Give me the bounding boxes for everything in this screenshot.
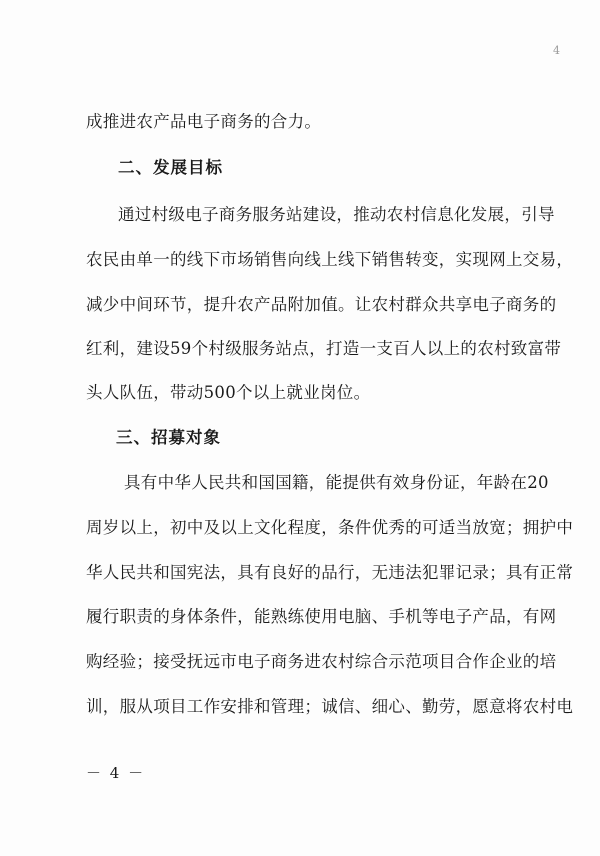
- body-line: 红利，建设59个村级服务站点，打造一支百人以上的农村致富带: [86, 339, 562, 358]
- corner-mark: 4: [553, 44, 560, 57]
- section-heading: 二、发展目标: [118, 158, 223, 177]
- body-line: 周岁以上，初中及以上文化程度，条件优秀的可适当放宽；拥护中: [86, 518, 574, 537]
- body-line: 购经验；接受抚远市电子商务进农村综合示范项目合作企业的培: [86, 652, 557, 671]
- body-line: 头人队伍，带动500个以上就业岗位。: [86, 383, 371, 402]
- page-number: － 4 －: [86, 764, 146, 782]
- section-heading: 三、招募对象: [116, 428, 221, 447]
- body-line: 减少中间环节，提升农产品附加值。让农村群众共享电子商务的: [86, 295, 557, 314]
- body-line: 训，服从项目工作安排和管理；诚信、细心、勤劳，愿意将农村电: [86, 697, 574, 716]
- body-line: 具有中华人民共和国国籍，能提供有效身份证，年龄在20: [124, 473, 549, 492]
- body-line: 华人民共和国宪法，具有良好的品行，无违法犯罪记录；具有正常: [86, 563, 574, 582]
- body-line: 通过村级电子商务服务站建设，推动农村信息化发展，引导: [118, 205, 555, 224]
- body-line: 成推进农产品电子商务的合力。: [86, 112, 322, 131]
- body-line: 履行职责的身体条件，能熟练使用电脑、手机等电子产品，有网: [86, 607, 557, 626]
- body-line: 农民由单一的线下市场销售向线上线下销售转变，实现网上交易，: [86, 250, 574, 269]
